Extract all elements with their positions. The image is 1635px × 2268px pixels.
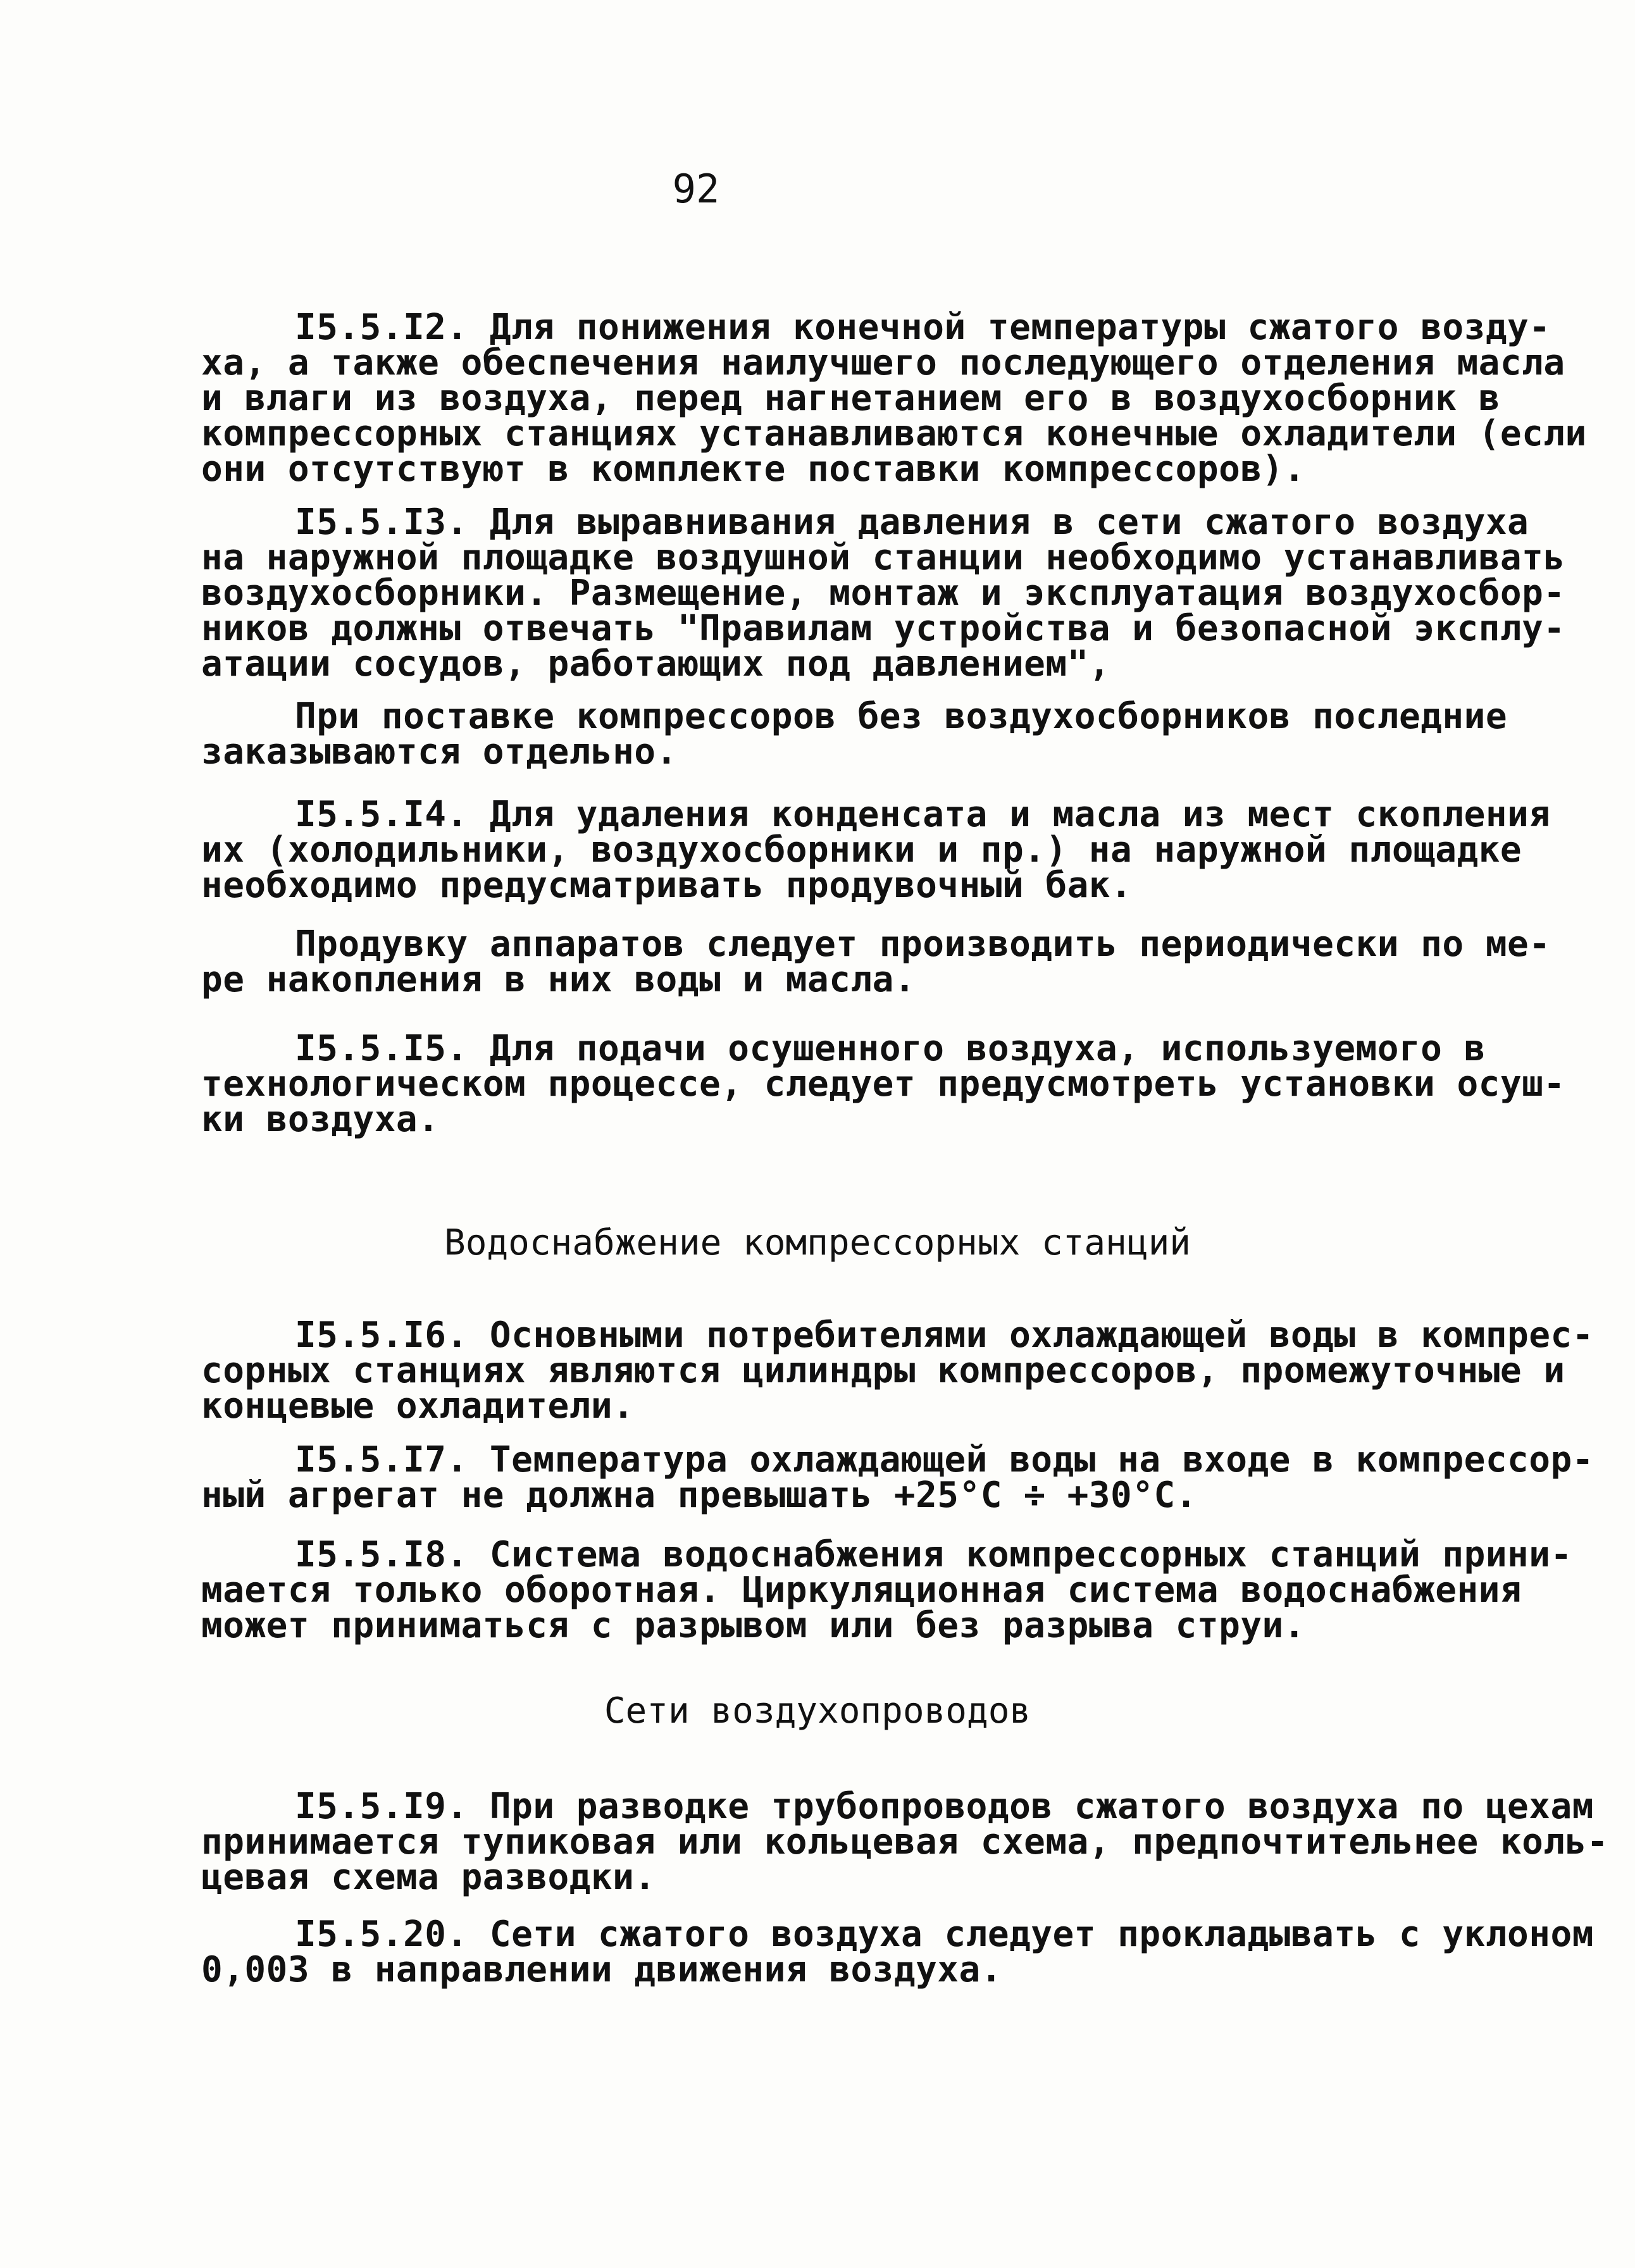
paragraph-supply-note — [201, 696, 1508, 772]
text-line: цевая схема разводки. — [201, 1857, 656, 1898]
paragraph-15-5-14 — [201, 794, 1551, 906]
text-line: ников должны отвечать "Правилам устройства и безопасной эксплу- — [201, 608, 1565, 649]
text-line: ха, а также обеспечения наилучшего последующего отделения масла — [201, 342, 1565, 383]
paragraph-15-5-18 — [201, 1534, 1572, 1646]
text-line: атации сосудов, работающих под давлением", — [201, 643, 1111, 685]
text-line: 0,003 в направлении движения воздуха. — [201, 1949, 1002, 1990]
text-line: необходимо предусматривать продувочный бак. — [201, 865, 1133, 906]
paragraph-15-5-15 — [201, 1028, 1565, 1140]
text-line: они отсутствуют в комплекте поставки компрессоров). — [201, 449, 1305, 490]
text-line: заказываются отдельно. — [201, 731, 678, 772]
text-line: I5.5.I5. Для подачи осушенного воздуха, используемого в — [295, 1028, 1486, 1069]
text-line: I5.5.I4. Для удаления конденсата и масла из мест скопления — [295, 794, 1551, 835]
text-line: I5.5.I9. При разводке трубопроводов сжатого воздуха по цехам — [295, 1786, 1594, 1827]
text-line: I5.5.I3. Для выравнивания давления в сети сжатого воздуха — [295, 502, 1529, 543]
text-line: I5.5.I7. Температура охлаждающей воды на входе в компрессор- — [295, 1439, 1594, 1480]
section-heading-water-supply: Водоснабжение компрессорных станций — [444, 1222, 1191, 1263]
text-line: ре накопления в них воды и масла. — [201, 959, 916, 1000]
text-line: и влаги из воздуха, перед нагнетанием его в воздухосборник в — [201, 378, 1500, 419]
text-line: технологическом процессе, следует предусмотреть установки осуш- — [201, 1063, 1565, 1105]
section-heading-air-networks: Сети воздухопроводов — [604, 1690, 1031, 1732]
text-line: I5.5.I2. Для понижения конечной температуры сжатого возду- — [295, 307, 1551, 348]
text-line: ки воздуха. — [201, 1099, 440, 1140]
paragraph-15-5-20 — [201, 1914, 1594, 1990]
text-line: При поставке компрессоров без воздухосборников последние — [295, 696, 1508, 737]
paragraph-15-5-16 — [201, 1315, 1594, 1427]
paragraph-15-5-19 — [201, 1786, 1608, 1898]
paragraph-15-5-13 — [201, 502, 1565, 685]
text-line: может приниматься с разрывом или без разрыва струи. — [201, 1605, 1305, 1646]
text-line: на наружной площадке воздушной станции необходимо устанавливать — [201, 537, 1565, 578]
paragraph-15-5-17 — [201, 1439, 1594, 1516]
paragraph-blowdown — [201, 924, 1551, 1000]
page-number: 92 — [672, 166, 720, 212]
text-line: ный агрегат не должна превышать +25°С ÷ +30°С. — [201, 1475, 1197, 1516]
paragraph-15-5-12 — [201, 307, 1587, 490]
text-line: мается только оборотная. Циркуляционная система водоснабжения — [201, 1570, 1522, 1611]
text-line: воздухосборники. Размещение, монтаж и эксплуатация воздухосбор- — [201, 573, 1565, 614]
text-line: концевые охладители. — [201, 1385, 635, 1427]
text-line: их (холодильники, воздухосборники и пр.) на наружной площадке — [201, 829, 1522, 871]
text-line: I5.5.I8. Система водоснабжения компрессорных станций прини- — [295, 1534, 1572, 1575]
text-line: сорных станциях являются цилиндры компрессоров, промежуточные и — [201, 1350, 1565, 1391]
text-line: Продувку аппаратов следует производить периодически по ме- — [295, 924, 1551, 965]
text-line: компрессорных станциях устанавливаются конечные охладители (если — [201, 413, 1587, 454]
text-line: принимается тупиковая или кольцевая схема, предпочтительнее коль- — [201, 1821, 1608, 1862]
text-line: I5.5.20. Сети сжатого воздуха следует прокладывать с уклоном — [295, 1914, 1594, 1955]
text-line: I5.5.I6. Основными потребителями охлаждающей воды в компрес- — [295, 1315, 1594, 1356]
